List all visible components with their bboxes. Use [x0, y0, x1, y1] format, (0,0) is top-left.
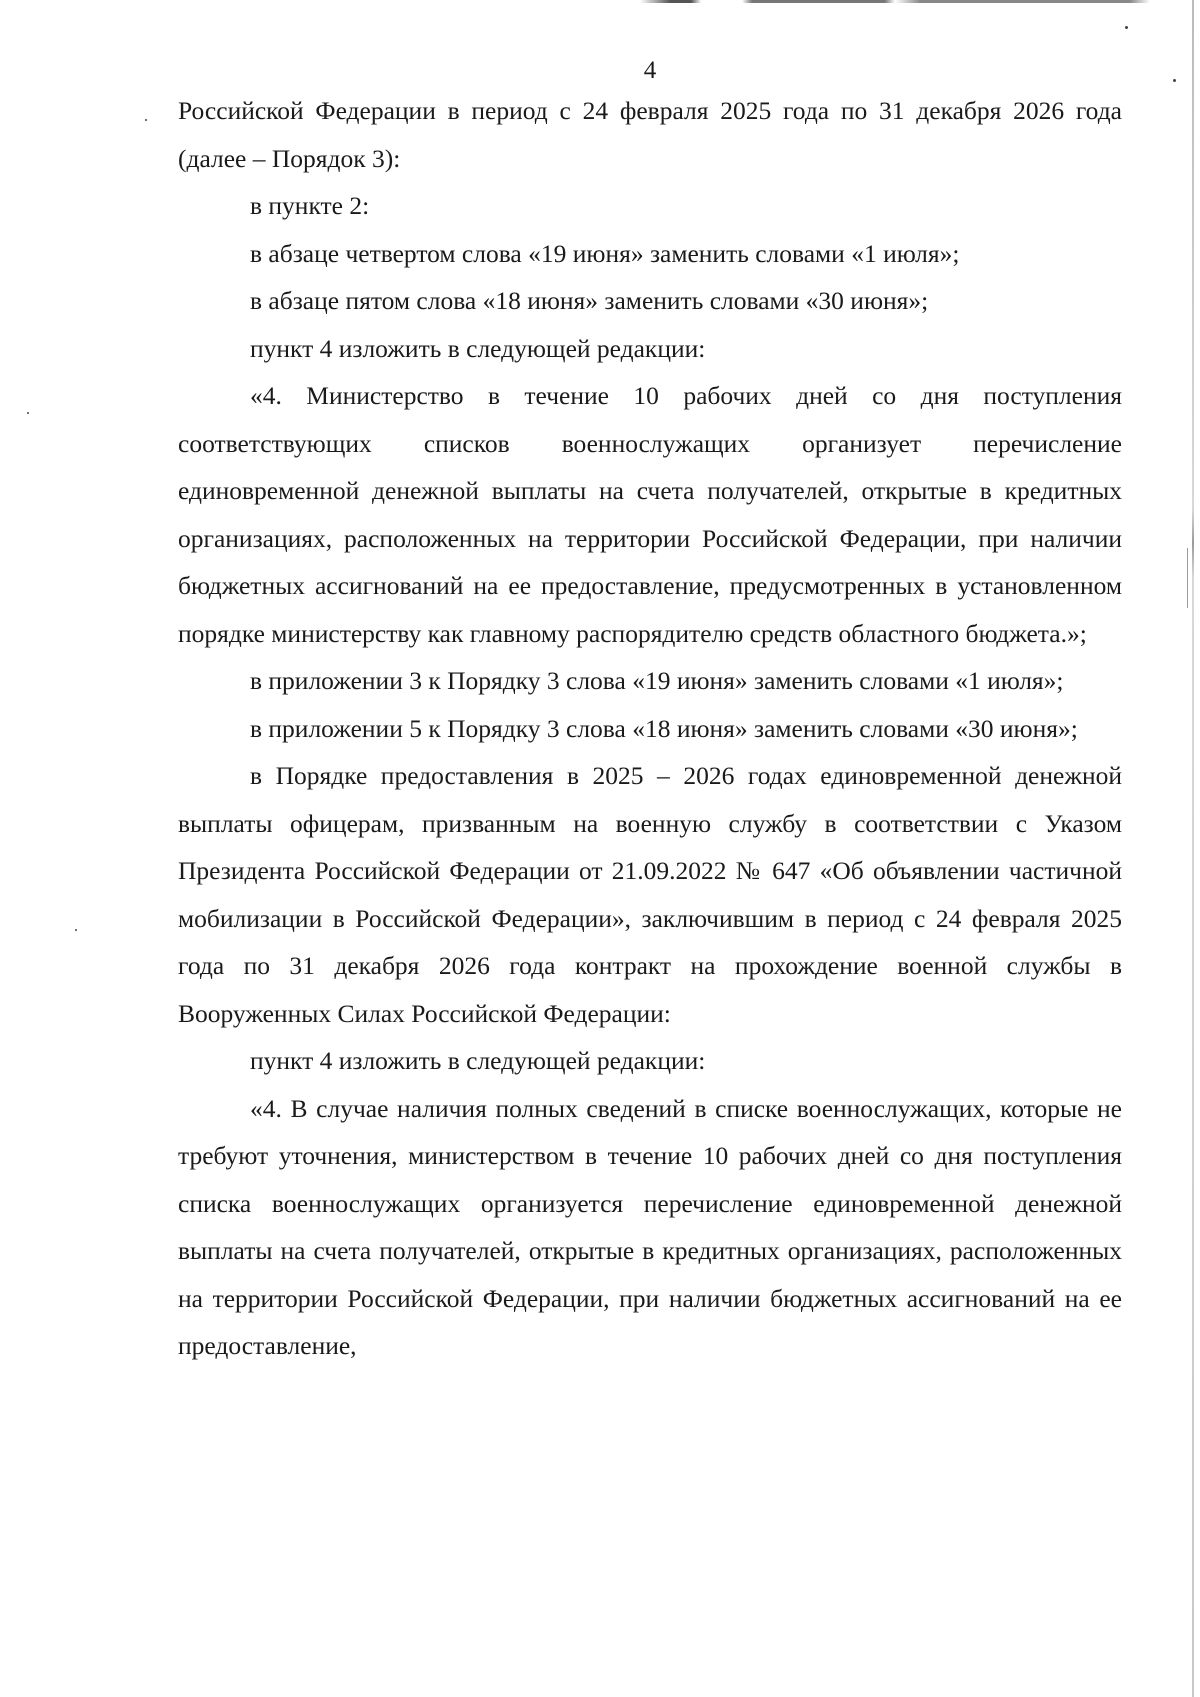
- scan-speck: [27, 412, 29, 414]
- paragraph: в приложении 5 к Порядку 3 слова «18 июня» заменить словами «30 июня»;: [250, 713, 1078, 743]
- paragraph: в приложении 3 к Порядку 3 слова «19 июня» заменить словами «1 июля»;: [250, 666, 1064, 695]
- scan-edge-mark: [1187, 548, 1188, 608]
- paragraph: в абзаце четвертом слова «19 июня» заменить словами «1 июля»;: [250, 238, 960, 268]
- paragraph: «4. Министерство в течение 10 рабочих дней со дня поступления соответствующих списков военнослужащих организует перечисление единовременной денежной выплаты на счета получателей, открытые в кредитных организациях, расположенных на территории Российской Федерации, при наличии бюджетных ассигнований на ее предоставление, предусмотренных в установленном порядке министерству как главному распорядителю средств областного бюджета.»;: [178, 381, 1122, 648]
- scan-edge-right: [1192, 0, 1194, 1697]
- paragraph: Российской Федерации в период с 24 февраля 2025 года по 31 декабря 2026 года (далее – Порядок 3):: [178, 96, 1122, 173]
- paragraph: «4. В случае наличия полных сведений в списке военнослужащих, которые не требуют уточнения, министерством в течение 10 рабочих дней со дня поступления списка военнослужащих организуется перечисление единовременной денежной выплаты на счета получателей, открытые в кредитных организациях, расположенных на территории Российской Федерации, при наличии бюджетных ассигнований на ее предоставление,: [178, 1093, 1122, 1360]
- scan-speck: [75, 929, 77, 931]
- scan-speck: [145, 119, 147, 121]
- scan-edge-top: [640, 0, 1150, 3]
- paragraph: в Порядке предоставления в 2025 – 2026 годах единовременной денежной выплаты офицерам, призванным на военную службу в соответствии с Указом Президента Российской Федерации от 21.09.2022 № 647 «Об объявлении частичной мобилизации в Российской Федерации», заключившим в период с 24 февраля 2025 года по 31 декабря 2026 года контракт на прохождение военной службы в Вооруженных Силах Российской Федерации:: [178, 761, 1122, 1028]
- paragraph: пункт 4 изложить в следующей редакции:: [250, 1046, 706, 1075]
- page-number: 4: [643, 57, 657, 84]
- paragraph: в пункте 2:: [250, 191, 370, 220]
- scan-speck: [1125, 26, 1128, 29]
- paragraph: пункт 4 изложить в следующей редакции:: [250, 333, 706, 363]
- document-body: [178, 87, 1122, 1370]
- paragraph: в абзаце пятом слова «18 июня» заменить словами «30 июня»;: [250, 286, 929, 315]
